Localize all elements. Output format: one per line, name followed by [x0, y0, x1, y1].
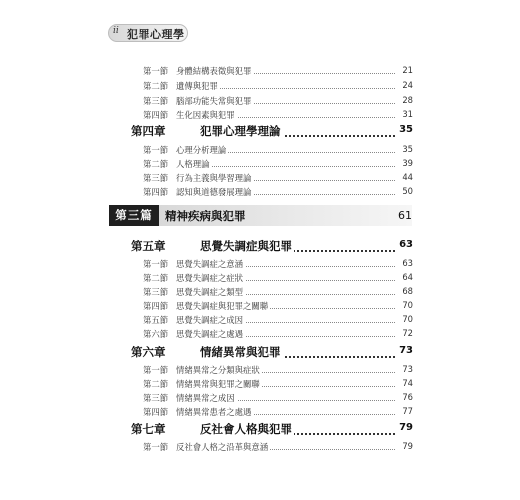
section-title-text: 認知與道德發展理論 [176, 187, 252, 197]
section-page: 74 [402, 378, 413, 388]
section-page: 76 [402, 392, 413, 402]
section-title [176, 441, 270, 453]
section-label: 第五節 [143, 315, 169, 325]
section-label: 第四節 [143, 301, 169, 311]
part-title: 精神疾病與犯罪 [165, 209, 246, 223]
section-title-text: 心理分析理論 [176, 145, 227, 155]
section-title-text: 反社會人格之沿革與意涵 [176, 442, 269, 452]
section-title-text: 情緒異常與犯罪之關聯 [176, 379, 260, 389]
section-page: 64 [402, 272, 413, 282]
section-label: 第三節 [143, 96, 169, 106]
toc-section-row [0, 438, 520, 454]
section-title-text: 身體結構表徵與犯罪 [176, 66, 252, 76]
section-page: 73 [402, 364, 413, 374]
section-title [176, 392, 237, 404]
chapter-label: 第五章 [131, 239, 166, 253]
section-page: 35 [402, 144, 413, 154]
section-page: 79 [402, 441, 413, 451]
section-page: 70 [402, 314, 413, 324]
section-label: 第三節 [143, 393, 169, 403]
section-page: 44 [402, 172, 413, 182]
chapter-page: 63 [399, 239, 413, 250]
toc-section-row [0, 62, 520, 78]
book-title: 犯罪心理學 [127, 28, 185, 41]
section-label: 第二節 [143, 81, 169, 91]
section-title-text: 腦部功能失常與犯罪 [176, 96, 252, 106]
section-title [176, 172, 253, 184]
section-page: 28 [402, 95, 413, 105]
section-label: 第六節 [143, 329, 169, 339]
section-title-text: 思覺失調症之類型 [176, 287, 243, 297]
section-title [176, 186, 253, 198]
section-title-text: 情緒異常患者之處遇 [176, 407, 252, 417]
section-title-text: 情緒異常之成因 [176, 393, 235, 403]
section-title-text: 行為主義與學習理論 [176, 173, 252, 183]
chapter-title: 思覺失調症與犯罪 [200, 239, 292, 253]
toc-chapter-row [0, 120, 520, 140]
section-label: 第一節 [143, 442, 169, 452]
section-page: 63 [402, 258, 413, 268]
section-title-text: 遺傳與犯罪 [176, 81, 218, 91]
toc-section-row [0, 183, 520, 199]
section-label: 第一節 [143, 145, 169, 155]
section-label: 第二節 [143, 273, 169, 283]
section-title-text: 生化因素與犯罪 [176, 110, 235, 120]
section-title [176, 144, 228, 156]
chapter-title: 反社會人格與犯罪 [200, 422, 292, 436]
chapter-title: 犯罪心理學理論 [200, 124, 281, 138]
section-page: 31 [402, 109, 413, 119]
toc-chapter-row [0, 235, 520, 255]
section-label: 第一節 [143, 66, 169, 76]
section-label: 第三節 [143, 287, 169, 297]
chapter-page: 79 [399, 422, 413, 433]
section-title-text: 思覺失調症與犯罪之關聯 [176, 301, 269, 311]
section-page: 50 [402, 186, 413, 196]
section-title [176, 65, 253, 77]
running-header [108, 24, 192, 42]
chapter-page: 73 [399, 345, 413, 356]
part-label: 第三篇 [109, 205, 159, 226]
section-title [176, 286, 245, 298]
section-label: 第三節 [143, 173, 169, 183]
section-title [176, 364, 262, 376]
chapter-page: 35 [399, 124, 413, 135]
section-title [176, 300, 270, 312]
section-title [176, 80, 220, 92]
toc-chapter-row [0, 341, 520, 361]
section-title-text: 思覺失調症之成因 [176, 315, 243, 325]
section-page: 24 [402, 80, 413, 90]
section-title [176, 328, 245, 340]
section-title-text: 情緒異常之分類與症狀 [176, 365, 260, 375]
section-title-text: 思覺失調症之意涵 [176, 259, 243, 269]
section-page: 70 [402, 300, 413, 310]
part-page: 61 [398, 209, 412, 222]
section-label: 第二節 [143, 159, 169, 169]
section-label: 第四節 [143, 110, 169, 120]
page-marker: ii [113, 26, 119, 36]
toc-section-row [0, 403, 520, 419]
section-title [176, 378, 262, 390]
toc-section-row [0, 77, 520, 93]
section-title [176, 95, 253, 107]
section-title-text: 思覺失調症之症狀 [176, 273, 243, 283]
section-title [176, 158, 212, 170]
part-banner [109, 205, 412, 226]
section-page: 68 [402, 286, 413, 296]
section-page: 39 [402, 158, 413, 168]
section-title [176, 406, 253, 418]
chapter-label: 第六章 [131, 345, 166, 359]
section-title [176, 272, 245, 284]
section-title [176, 258, 245, 270]
toc-section-row [0, 325, 520, 341]
chapter-title: 情緒異常與犯罪 [200, 345, 281, 359]
section-label: 第一節 [143, 365, 169, 375]
section-page: 77 [402, 406, 413, 416]
section-page: 72 [402, 328, 413, 338]
section-label: 第二節 [143, 379, 169, 389]
section-label: 第四節 [143, 407, 169, 417]
section-title-text: 思覺失調症之處遇 [176, 329, 243, 339]
section-title-text: 人格理論 [176, 159, 210, 169]
section-page: 21 [402, 65, 413, 75]
toc-chapter-row [0, 418, 520, 438]
section-label: 第一節 [143, 259, 169, 269]
section-title [176, 314, 245, 326]
chapter-label: 第七章 [131, 422, 166, 436]
section-label: 第四節 [143, 187, 169, 197]
section-title [176, 109, 237, 121]
chapter-label: 第四章 [131, 124, 166, 138]
